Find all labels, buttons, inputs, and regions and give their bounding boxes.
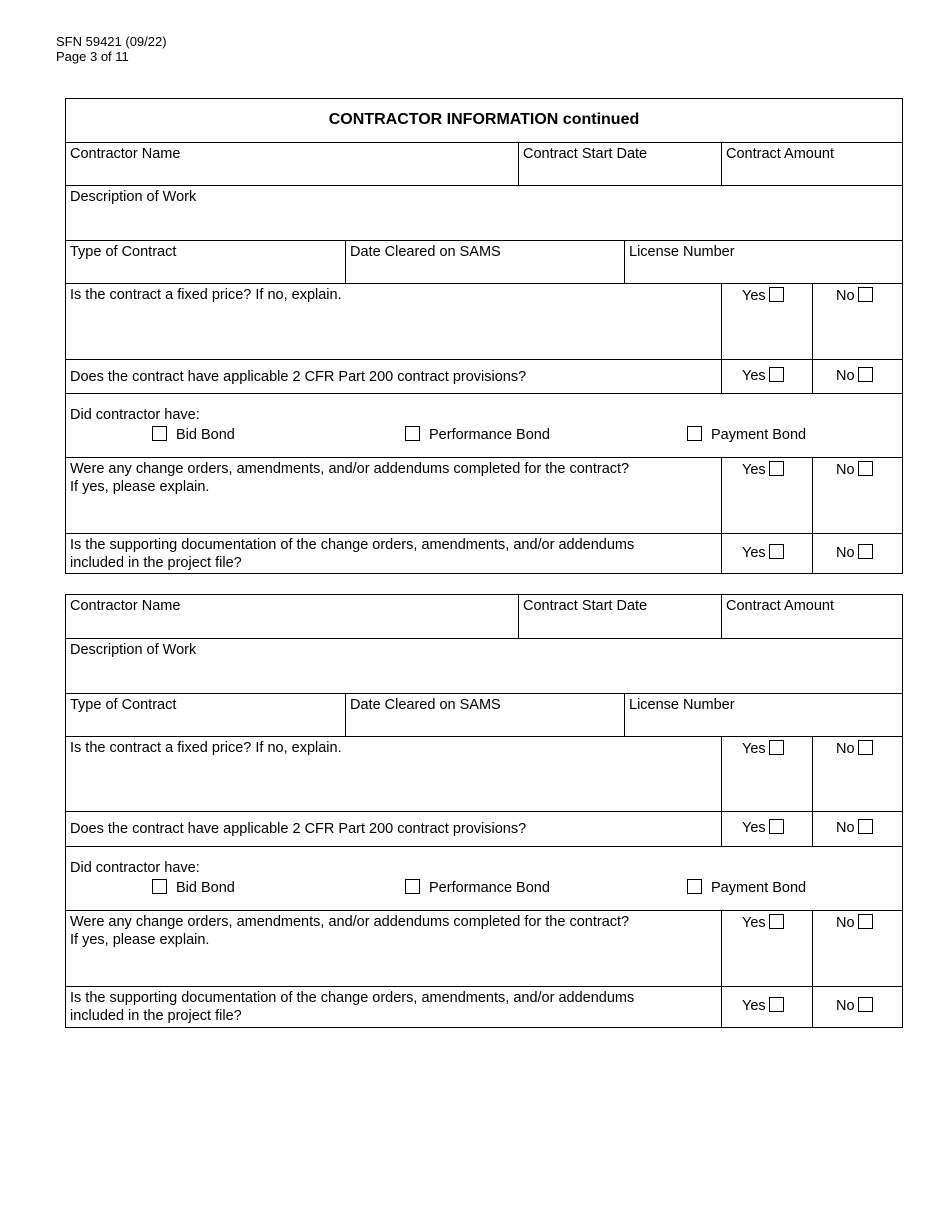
fixed-price-no-checkbox[interactable] <box>858 740 873 755</box>
type-of-contract-label: Type of Contract <box>70 697 177 713</box>
contractor-name-label: Contractor Name <box>70 146 181 162</box>
cfr-no[interactable]: No <box>812 360 902 393</box>
performance-bond-checkbox[interactable] <box>405 426 420 441</box>
description-of-work-field[interactable] <box>66 639 902 693</box>
cfr-yes-checkbox[interactable] <box>769 819 784 834</box>
performance-bond-option[interactable]: Performance Bond <box>405 426 550 444</box>
fixed-price-question[interactable]: Is the contract a fixed price? If no, explain. <box>70 287 342 303</box>
supporting-docs-row <box>66 986 902 1027</box>
type-of-contract-field[interactable] <box>66 694 345 736</box>
cfr-yes[interactable]: Yes <box>721 812 812 846</box>
fixed-price-no-checkbox[interactable] <box>858 287 873 302</box>
contract-amount-field[interactable] <box>721 143 902 185</box>
date-cleared-sams-field[interactable] <box>345 694 624 736</box>
payment-bond-checkbox[interactable] <box>687 426 702 441</box>
change-orders-yes-checkbox[interactable] <box>769 914 784 929</box>
section-title: CONTRACTOR INFORMATION continued <box>328 111 640 128</box>
bid-bond-option[interactable]: Bid Bond <box>152 426 235 444</box>
description-of-work-label: Description of Work <box>70 642 197 658</box>
bonds-cell <box>66 847 902 910</box>
payment-bond-checkbox[interactable] <box>687 879 702 894</box>
contractor-row <box>66 142 902 185</box>
description-row <box>66 185 902 240</box>
contractor-name-field[interactable] <box>66 595 518 638</box>
cfr-yes[interactable]: Yes <box>721 360 812 393</box>
license-number-label: License Number <box>629 244 735 260</box>
fixed-price-no[interactable]: No <box>812 737 902 811</box>
contract-type-row <box>66 693 902 736</box>
supporting-docs-yes[interactable]: Yes <box>721 534 812 573</box>
date-cleared-sams-label: Date Cleared on SAMS <box>350 697 501 713</box>
bonds-row <box>66 393 902 457</box>
did-contractor-have-label: Did contractor have: <box>70 860 200 876</box>
change-orders-yes[interactable]: Yes <box>721 458 812 533</box>
cfr-row <box>66 811 902 846</box>
change-orders-row <box>66 457 902 533</box>
payment-bond-option[interactable]: Payment Bond <box>687 879 806 897</box>
contractor-name-label: Contractor Name <box>70 598 181 614</box>
cfr-no-checkbox[interactable] <box>858 819 873 834</box>
fixed-price-no[interactable]: No <box>812 284 902 359</box>
supporting-docs-yes[interactable]: Yes <box>721 987 812 1027</box>
fixed-price-yes[interactable]: Yes <box>721 284 812 359</box>
fixed-price-yes-checkbox[interactable] <box>769 287 784 302</box>
description-of-work-label: Description of Work <box>70 189 197 205</box>
change-orders-question[interactable]: Were any change orders, amendments, and/or addendums completed for the contract? If yes, please explain. <box>70 461 630 495</box>
supporting-docs-no-checkbox[interactable] <box>858 997 873 1012</box>
change-orders-no-checkbox[interactable] <box>858 461 873 476</box>
supporting-docs-row <box>66 533 902 573</box>
date-cleared-sams-label: Date Cleared on SAMS <box>350 244 501 260</box>
license-number-field[interactable] <box>624 694 902 736</box>
cfr-no-checkbox[interactable] <box>858 367 873 382</box>
bid-bond-checkbox[interactable] <box>152 426 167 441</box>
date-cleared-sams-field[interactable] <box>345 241 624 283</box>
cfr-no[interactable]: No <box>812 812 902 846</box>
performance-bond-option[interactable]: Performance Bond <box>405 879 550 897</box>
change-orders-row <box>66 910 902 986</box>
contract-type-row <box>66 240 902 283</box>
supporting-docs-question: Is the supporting documentation of the change orders, amendments, and/or addendums included in the project file? <box>70 537 635 571</box>
change-orders-no-checkbox[interactable] <box>858 914 873 929</box>
description-row <box>66 638 902 693</box>
form-id: SFN 59421 (09/22) <box>56 34 167 49</box>
contract-start-date-field[interactable] <box>518 143 721 185</box>
type-of-contract-field[interactable] <box>66 241 345 283</box>
contract-amount-label: Contract Amount <box>726 598 834 614</box>
contractor-name-field[interactable] <box>66 143 518 185</box>
change-orders-yes[interactable]: Yes <box>721 911 812 986</box>
description-of-work-field[interactable] <box>66 186 902 240</box>
payment-bond-option[interactable]: Payment Bond <box>687 426 806 444</box>
bonds-cell <box>66 394 902 457</box>
contract-start-date-label: Contract Start Date <box>523 598 648 614</box>
change-orders-no[interactable]: No <box>812 458 902 533</box>
fixed-price-row <box>66 736 902 811</box>
performance-bond-checkbox[interactable] <box>405 879 420 894</box>
license-number-label: License Number <box>629 697 735 713</box>
change-orders-no[interactable]: No <box>812 911 902 986</box>
cfr-yes-checkbox[interactable] <box>769 367 784 382</box>
did-contractor-have-label: Did contractor have: <box>70 407 200 423</box>
contractor-row <box>66 595 902 638</box>
supporting-docs-yes-checkbox[interactable] <box>769 544 784 559</box>
contractor-section-2 <box>65 594 903 1028</box>
supporting-docs-no[interactable]: No <box>812 534 902 573</box>
fixed-price-row <box>66 283 902 359</box>
fixed-price-yes[interactable]: Yes <box>721 737 812 811</box>
cfr-question: Does the contract have applicable 2 CFR Part 200 contract provisions? <box>70 369 527 385</box>
form-header <box>56 34 167 64</box>
fixed-price-question[interactable]: Is the contract a fixed price? If no, explain. <box>70 740 342 756</box>
supporting-docs-yes-checkbox[interactable] <box>769 997 784 1012</box>
bonds-row <box>66 846 902 910</box>
contract-start-date-label: Contract Start Date <box>523 146 648 162</box>
contract-start-date-field[interactable] <box>518 595 721 638</box>
bid-bond-option[interactable]: Bid Bond <box>152 879 235 897</box>
contract-amount-field[interactable] <box>721 595 902 638</box>
supporting-docs-no[interactable]: No <box>812 987 902 1027</box>
cfr-row <box>66 359 902 393</box>
fixed-price-yes-checkbox[interactable] <box>769 740 784 755</box>
bid-bond-checkbox[interactable] <box>152 879 167 894</box>
license-number-field[interactable] <box>624 241 902 283</box>
change-orders-yes-checkbox[interactable] <box>769 461 784 476</box>
page-number: Page 3 of 11 <box>56 49 129 64</box>
type-of-contract-label: Type of Contract <box>70 244 177 260</box>
supporting-docs-no-checkbox[interactable] <box>858 544 873 559</box>
contractor-section-1 <box>65 98 903 574</box>
supporting-docs-question: Is the supporting documentation of the change orders, amendments, and/or addendums included in the project file? <box>70 990 635 1024</box>
cfr-question: Does the contract have applicable 2 CFR Part 200 contract provisions? <box>70 821 527 837</box>
change-orders-question[interactable]: Were any change orders, amendments, and/or addendums completed for the contract? If yes, please explain. <box>70 914 630 948</box>
section-title-row <box>66 99 902 142</box>
contract-amount-label: Contract Amount <box>726 146 834 162</box>
